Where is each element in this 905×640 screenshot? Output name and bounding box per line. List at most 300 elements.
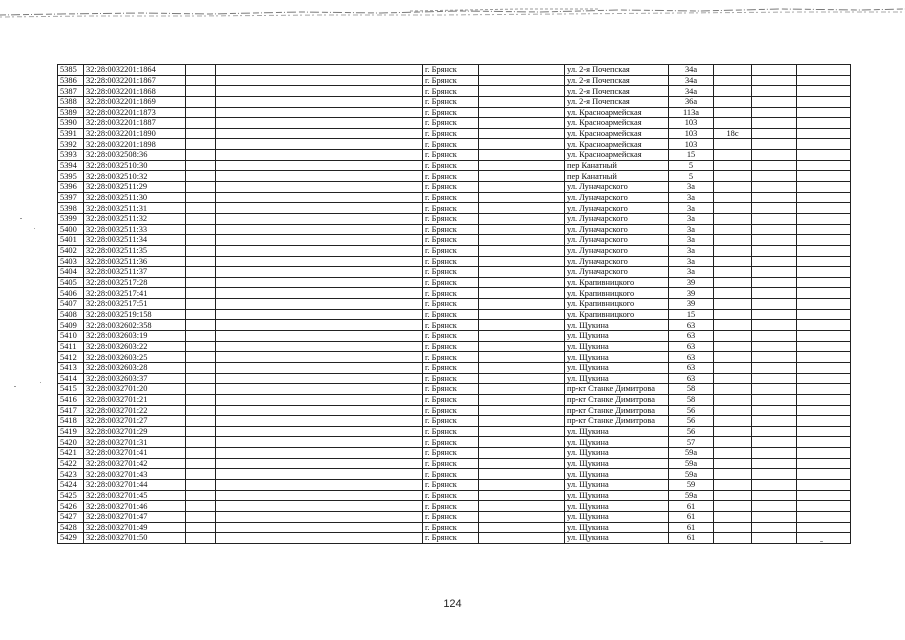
empty-cell [186,331,216,342]
empty-cell [186,256,216,267]
table-row [58,96,851,107]
empty-cell [186,341,216,352]
empty-cell [752,171,797,182]
empty-cell [216,511,423,522]
house-cell: 36а [669,96,714,107]
cadastral-number-cell: 32:28:0032701:22 [84,405,186,416]
table-row [58,235,851,246]
empty-cell [797,384,851,395]
empty-cell [797,341,851,352]
street-cell: ул. Крапивницкого [565,288,669,299]
street-cell: ул. Луначарского [565,245,669,256]
row-number-cell: 5403 [58,256,84,267]
building-cell [714,469,752,480]
row-number-cell: 5402 [58,245,84,256]
city-cell: г. Брянск [423,256,479,267]
building-cell [714,192,752,203]
street-cell: ул. Красноармейская [565,128,669,139]
cadastral-number-cell: 32:28:0032201:1864 [84,65,186,76]
row-number-cell: 5395 [58,171,84,182]
empty-cell [479,458,565,469]
building-cell [714,533,752,544]
empty-cell [186,511,216,522]
empty-cell [216,139,423,150]
empty-cell [216,522,423,533]
city-cell: г. Брянск [423,416,479,427]
street-cell: ул. 2-я Почепская [565,86,669,97]
city-cell: г. Брянск [423,320,479,331]
city-cell: г. Брянск [423,65,479,76]
city-cell: г. Брянск [423,533,479,544]
empty-cell [186,352,216,363]
empty-cell [752,277,797,288]
cadastral-number-cell: 32:28:0032603:22 [84,341,186,352]
scan-speck [20,218,22,219]
empty-cell [479,501,565,512]
empty-cell [216,426,423,437]
empty-cell [479,362,565,373]
house-cell: 5 [669,160,714,171]
empty-cell [186,118,216,129]
city-cell: г. Брянск [423,224,479,235]
empty-cell [752,182,797,193]
building-cell [714,309,752,320]
cadastral-number-cell: 32:28:0032510:30 [84,160,186,171]
empty-cell [479,75,565,86]
empty-cell [216,352,423,363]
city-cell: г. Брянск [423,384,479,395]
street-cell: пер Канатный [565,160,669,171]
building-cell [714,341,752,352]
cadastral-number-cell: 32:28:0032511:33 [84,224,186,235]
street-cell: ул. Щукина [565,511,669,522]
empty-cell [797,469,851,480]
building-cell [714,182,752,193]
cadastral-number-cell: 32:28:0032701:27 [84,416,186,427]
empty-cell [752,267,797,278]
house-cell: 34а [669,65,714,76]
empty-cell [216,203,423,214]
city-cell: г. Брянск [423,107,479,118]
row-number-cell: 5396 [58,182,84,193]
house-cell: 3а [669,182,714,193]
empty-cell [186,267,216,278]
city-cell: г. Брянск [423,277,479,288]
table-row [58,437,851,448]
empty-cell [479,150,565,161]
house-cell: 5 [669,171,714,182]
empty-cell [216,331,423,342]
empty-cell [797,533,851,544]
empty-cell [216,118,423,129]
empty-cell [186,490,216,501]
empty-cell [752,213,797,224]
cadastral-number-cell: 32:28:0032511:34 [84,235,186,246]
city-cell: г. Брянск [423,160,479,171]
cadastral-number-cell: 32:28:0032511:36 [84,256,186,267]
house-cell: 39 [669,288,714,299]
table-row [58,479,851,490]
street-cell: ул. Красноармейская [565,118,669,129]
cadastral-number-cell: 32:28:0032511:31 [84,203,186,214]
empty-cell [186,107,216,118]
street-cell: ул. Крапивницкого [565,309,669,320]
building-cell [714,256,752,267]
building-cell [714,288,752,299]
table-row [58,267,851,278]
building-cell [714,331,752,342]
street-cell: ул. Щукина [565,533,669,544]
row-number-cell: 5428 [58,522,84,533]
house-cell: 61 [669,533,714,544]
street-cell: ул. Луначарского [565,224,669,235]
empty-cell [797,448,851,459]
empty-cell [479,490,565,501]
street-cell: ул. 2-я Почепская [565,75,669,86]
street-cell: ул. Щукина [565,448,669,459]
house-cell: 39 [669,299,714,310]
table-row [58,192,851,203]
street-cell: ул. Луначарского [565,235,669,246]
cadastral-number-cell: 32:28:0032517:41 [84,288,186,299]
city-cell: г. Брянск [423,96,479,107]
house-cell: 103 [669,128,714,139]
cadastral-number-cell: 32:28:0032511:30 [84,192,186,203]
house-cell: 3а [669,192,714,203]
house-cell: 56 [669,416,714,427]
empty-cell [479,469,565,480]
row-number-cell: 5409 [58,320,84,331]
empty-cell [479,192,565,203]
house-cell: 15 [669,309,714,320]
table-row [58,405,851,416]
house-cell: 58 [669,394,714,405]
city-cell: г. Брянск [423,139,479,150]
city-cell: г. Брянск [423,352,479,363]
empty-cell [479,331,565,342]
empty-cell [479,235,565,246]
street-cell: ул. 2-я Почепская [565,65,669,76]
city-cell: г. Брянск [423,267,479,278]
empty-cell [216,501,423,512]
empty-cell [216,75,423,86]
empty-cell [479,341,565,352]
empty-cell [186,245,216,256]
empty-cell [797,437,851,448]
empty-cell [216,96,423,107]
building-cell [714,75,752,86]
empty-cell [479,448,565,459]
row-number-cell: 5400 [58,224,84,235]
empty-cell [752,394,797,405]
empty-cell [797,320,851,331]
house-cell: 3а [669,203,714,214]
building-cell [714,118,752,129]
table-row [58,501,851,512]
row-number-cell: 5404 [58,267,84,278]
empty-cell [797,490,851,501]
building-cell [714,277,752,288]
empty-cell [479,245,565,256]
row-number-cell: 5392 [58,139,84,150]
table-row [58,86,851,97]
empty-cell [186,458,216,469]
empty-cell [752,75,797,86]
house-cell: 57 [669,437,714,448]
empty-cell [752,256,797,267]
street-cell: ул. Красноармейская [565,139,669,150]
row-number-cell: 5393 [58,150,84,161]
page-number: 124 [443,598,462,610]
cadastral-number-cell: 32:28:0032201:1869 [84,96,186,107]
building-cell [714,522,752,533]
empty-cell [752,479,797,490]
cadastral-number-cell: 32:28:0032201:1898 [84,139,186,150]
empty-cell [797,107,851,118]
building-cell [714,405,752,416]
cadastral-number-cell: 32:28:0032701:29 [84,426,186,437]
empty-cell [216,128,423,139]
house-cell: 3а [669,213,714,224]
building-cell [714,203,752,214]
empty-cell [216,224,423,235]
street-cell: ул. Луначарского [565,203,669,214]
empty-cell [216,182,423,193]
empty-cell [216,309,423,320]
row-number-cell: 5394 [58,160,84,171]
empty-cell [479,373,565,384]
row-number-cell: 5411 [58,341,84,352]
empty-cell [479,288,565,299]
empty-cell [752,501,797,512]
building-cell [714,479,752,490]
house-cell: 59а [669,458,714,469]
building-cell [714,245,752,256]
empty-cell [216,341,423,352]
row-number-cell: 5415 [58,384,84,395]
house-cell: 103 [669,139,714,150]
street-cell: ул. Щукина [565,341,669,352]
empty-cell [752,96,797,107]
row-number-cell: 5397 [58,192,84,203]
street-cell: ул. Щукина [565,479,669,490]
street-cell: ул. Щукина [565,501,669,512]
row-number-cell: 5405 [58,277,84,288]
empty-cell [186,501,216,512]
empty-cell [752,299,797,310]
street-cell: ул. 2-я Почепская [565,96,669,107]
empty-cell [186,213,216,224]
empty-cell [186,75,216,86]
row-number-cell: 5421 [58,448,84,459]
row-number-cell: 5420 [58,437,84,448]
empty-cell [186,309,216,320]
empty-cell [216,192,423,203]
empty-cell [752,416,797,427]
empty-cell [752,139,797,150]
empty-cell [797,256,851,267]
row-number-cell: 5427 [58,511,84,522]
row-number-cell: 5388 [58,96,84,107]
row-number-cell: 5390 [58,118,84,129]
table-row [58,160,851,171]
building-cell [714,511,752,522]
row-number-cell: 5422 [58,458,84,469]
empty-cell [752,245,797,256]
house-cell: 63 [669,341,714,352]
empty-cell [797,479,851,490]
empty-cell [216,394,423,405]
empty-cell [186,299,216,310]
empty-cell [186,533,216,544]
city-cell: г. Брянск [423,128,479,139]
empty-cell [186,86,216,97]
street-cell: ул. Крапивницкого [565,299,669,310]
row-number-cell: 5417 [58,405,84,416]
house-cell: 63 [669,352,714,363]
scan-speck [14,386,16,387]
city-cell: г. Брянск [423,86,479,97]
table-row [58,128,851,139]
empty-cell [752,490,797,501]
empty-cell [216,245,423,256]
row-number-cell: 5425 [58,490,84,501]
street-cell: ул. Крапивницкого [565,277,669,288]
street-cell: пр-кт Станке Димитрова [565,394,669,405]
cadastral-number-cell: 32:28:0032517:28 [84,277,186,288]
table-row [58,245,851,256]
row-number-cell: 5414 [58,373,84,384]
empty-cell [186,235,216,246]
empty-cell [479,511,565,522]
building-cell [714,139,752,150]
empty-cell [797,426,851,437]
empty-cell [752,469,797,480]
cadastral-number-cell: 32:28:0032701:50 [84,533,186,544]
empty-cell [479,182,565,193]
empty-cell [752,86,797,97]
empty-cell [797,65,851,76]
street-cell: пр-кт Станке Димитрова [565,416,669,427]
table-row [58,362,851,373]
empty-cell [752,373,797,384]
table-row [58,256,851,267]
building-cell [714,86,752,97]
empty-cell [186,448,216,459]
cadastral-number-cell: 32:28:0032201:1867 [84,75,186,86]
row-number-cell: 5429 [58,533,84,544]
cadastral-number-cell: 32:28:0032701:42 [84,458,186,469]
street-cell: ул. Щукина [565,522,669,533]
empty-cell [216,533,423,544]
table-row [58,384,851,395]
empty-cell [752,458,797,469]
house-cell: 63 [669,373,714,384]
empty-cell [479,128,565,139]
row-number-cell: 5426 [58,501,84,512]
building-cell [714,160,752,171]
table-row [58,373,851,384]
empty-cell [216,86,423,97]
table-row [58,224,851,235]
empty-cell [479,479,565,490]
cadastral-number-cell: 32:28:0032701:41 [84,448,186,459]
table-row [58,309,851,320]
empty-cell [797,331,851,342]
row-number-cell: 5391 [58,128,84,139]
empty-cell [479,203,565,214]
house-cell: 63 [669,320,714,331]
empty-cell [216,267,423,278]
street-cell: ул. Щукина [565,458,669,469]
house-cell: 59а [669,490,714,501]
house-cell: 3а [669,224,714,235]
empty-cell [479,224,565,235]
city-cell: г. Брянск [423,373,479,384]
empty-cell [479,256,565,267]
row-number-cell: 5406 [58,288,84,299]
house-cell: 59а [669,448,714,459]
city-cell: г. Брянск [423,182,479,193]
table-row [58,469,851,480]
table-row [58,394,851,405]
city-cell: г. Брянск [423,171,479,182]
street-cell: пр-кт Станке Димитрова [565,384,669,395]
building-cell [714,437,752,448]
empty-cell [479,96,565,107]
empty-cell [186,139,216,150]
empty-cell [479,384,565,395]
city-cell: г. Брянск [423,309,479,320]
building-cell [714,384,752,395]
city-cell: г. Брянск [423,331,479,342]
building-cell [714,490,752,501]
building-cell [714,394,752,405]
row-number-cell: 5408 [58,309,84,320]
row-number-cell: 5418 [58,416,84,427]
table-row [58,288,851,299]
city-cell: г. Брянск [423,469,479,480]
building-cell [714,213,752,224]
building-cell [714,416,752,427]
empty-cell [752,128,797,139]
street-cell: ул. Красноармейская [565,150,669,161]
building-cell [714,426,752,437]
house-cell: 61 [669,501,714,512]
street-cell: ул. Луначарского [565,256,669,267]
empty-cell [752,522,797,533]
empty-cell [797,150,851,161]
empty-cell [186,288,216,299]
building-cell [714,458,752,469]
cadastral-table [57,64,851,544]
empty-cell [216,277,423,288]
street-cell: ул. Щукина [565,490,669,501]
row-number-cell: 5389 [58,107,84,118]
empty-cell [797,192,851,203]
cadastral-number-cell: 32:28:0032201:1873 [84,107,186,118]
empty-cell [797,416,851,427]
empty-cell [797,75,851,86]
house-cell: 59а [669,469,714,480]
empty-cell [797,277,851,288]
empty-cell [479,160,565,171]
empty-cell [752,448,797,459]
empty-cell [186,65,216,76]
scan-speck [34,228,35,229]
empty-cell [479,107,565,118]
empty-cell [479,394,565,405]
